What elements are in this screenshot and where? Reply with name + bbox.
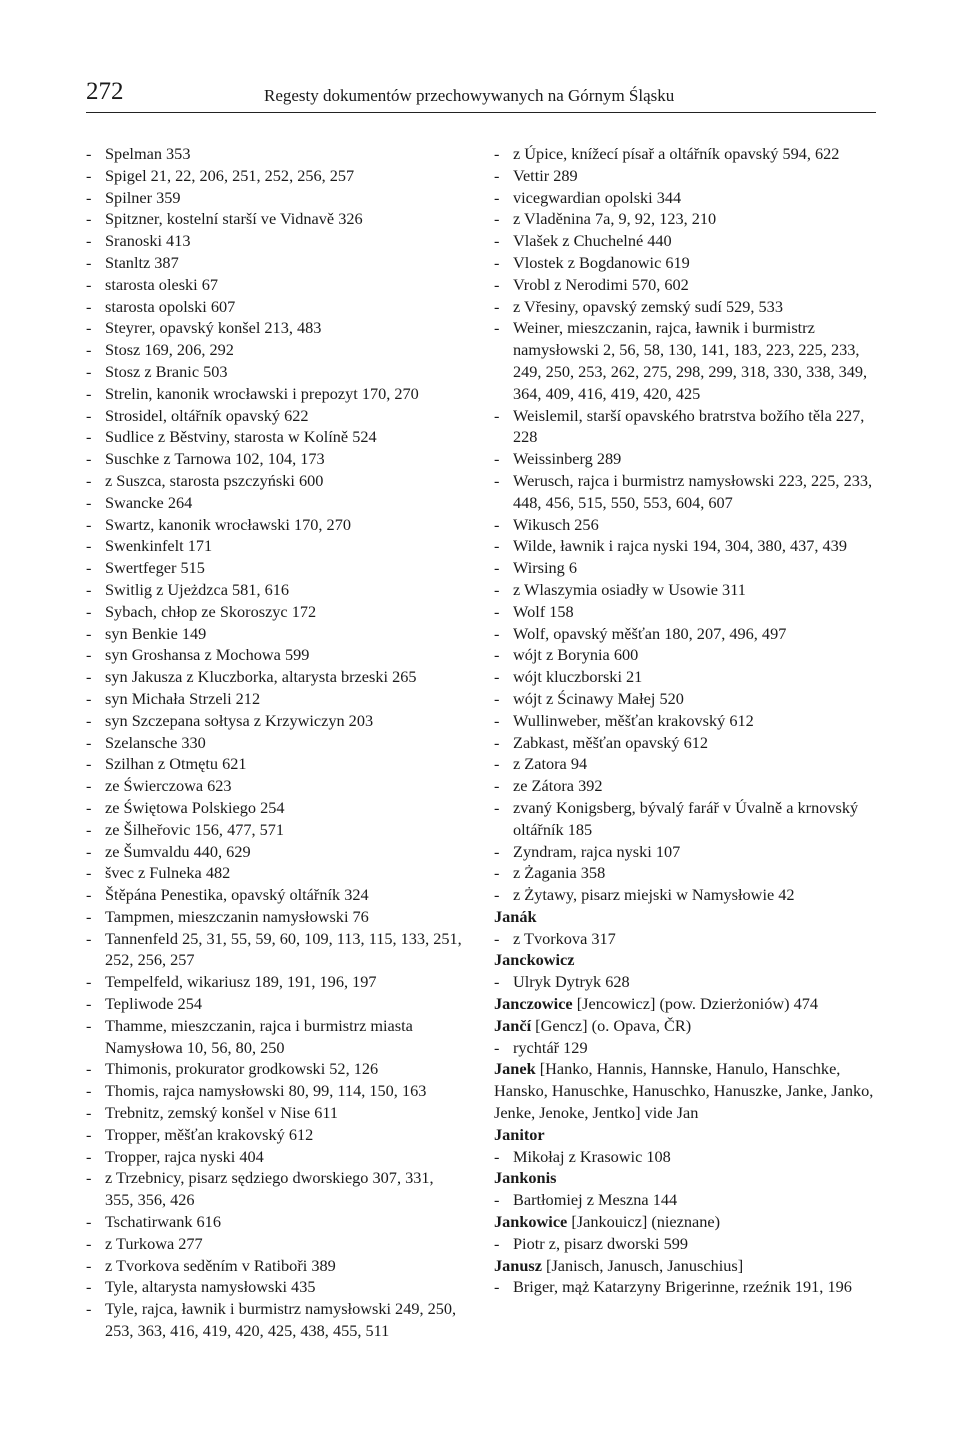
- index-entry: [494, 579, 874, 601]
- entry-text: Suschke z Tarnowa 102, 104, 173: [105, 449, 325, 469]
- entry-text: Tyle, rajca, ławnik i burmistrz namysłowski 249, 250, 253, 363, 416, 419, 420, 425, 438, 455, 511: [105, 1299, 457, 1341]
- heading-note: [Gencz] (o. Opava, ČR): [531, 1015, 692, 1035]
- entry-dash: -: [86, 470, 92, 490]
- entry-text: ze Zátora 392: [513, 776, 603, 796]
- entry-text: Wirsing 6: [513, 558, 578, 578]
- index-entry: [86, 644, 466, 666]
- index-entry: [86, 841, 466, 863]
- entry-text: Spigel 21, 22, 206, 251, 252, 256, 257: [105, 165, 355, 185]
- index-entry: [86, 296, 466, 318]
- entry-dash: -: [86, 1299, 92, 1319]
- entry-text: Spelman 353: [105, 144, 191, 163]
- entry-text: Tannenfeld 25, 31, 55, 59, 60, 109, 113, 115, 133, 251, 252, 256, 257: [105, 928, 462, 970]
- index-entry: [86, 971, 466, 993]
- entry-dash: -: [86, 667, 92, 687]
- index-entry: [86, 1080, 466, 1102]
- entry-dash: -: [494, 209, 500, 229]
- entry-dash: -: [86, 710, 92, 730]
- entry-dash: -: [86, 165, 92, 185]
- index-heading: [494, 1167, 874, 1189]
- entry-text: Wikusch 256: [513, 514, 599, 534]
- entry-dash: -: [86, 1103, 92, 1123]
- index-entry: [494, 1146, 874, 1168]
- index-entry: [494, 971, 874, 993]
- entry-dash: -: [494, 405, 500, 425]
- index-entry: [494, 732, 874, 754]
- entry-text: starosta opolski 607: [105, 296, 236, 316]
- entry-text: Stosz 169, 206, 292: [105, 340, 234, 360]
- entry-text: z Vladěnina 7a, 9, 92, 123, 210: [513, 209, 717, 229]
- index-entry: [86, 775, 466, 797]
- index-entry: [494, 644, 874, 666]
- index-entry: [86, 405, 466, 427]
- entry-text: ze Świętowa Polskiego 254: [105, 797, 285, 817]
- entry-dash: -: [86, 209, 92, 229]
- entry-dash: -: [86, 819, 92, 839]
- entry-dash: -: [86, 318, 92, 338]
- entry-text: Briger, mąż Katarzyny Brigerinne, rzeźnik 191, 196: [513, 1277, 852, 1297]
- entry-text: z Suszca, starosta pszczyński 600: [105, 470, 324, 490]
- entry-dash: -: [86, 906, 92, 926]
- index-entry: [86, 1015, 466, 1059]
- entry-text: Wilde, ławnik i rajca nyski 194, 304, 380, 437, 439: [513, 536, 847, 556]
- heading-note: [Jankouicz] (nieznane): [567, 1212, 721, 1232]
- index-entry: [494, 862, 874, 884]
- entry-text: Wolf, opavský měšťan 180, 207, 496, 497: [513, 623, 787, 643]
- entry-dash: -: [86, 579, 92, 599]
- index-entry: [86, 666, 466, 688]
- entry-text: syn Groshansa z Mochowa 599: [105, 645, 310, 665]
- entry-text: Swertfeger 515: [105, 558, 205, 578]
- entry-dash: -: [86, 144, 92, 163]
- entry-text: Tempelfeld, wikariusz 189, 191, 196, 197: [105, 972, 377, 992]
- entry-text: z Trzebnicy, pisarz sędziego dworskiego 307, 331, 355, 356, 426: [105, 1168, 434, 1210]
- entry-text: ze Świerczowa 623: [105, 776, 232, 796]
- entry-dash: -: [86, 841, 92, 861]
- index-entry: [494, 928, 874, 950]
- index-entry: [86, 1276, 466, 1298]
- index-entry: [86, 514, 466, 536]
- entry-text: Sranoski 413: [105, 231, 191, 251]
- index-entry: [494, 208, 874, 230]
- entry-text: Štěpána Penestika, opavský oltářník 324: [105, 885, 369, 905]
- index-entry: [86, 1146, 466, 1168]
- entry-dash: -: [494, 776, 500, 796]
- index-entry: [86, 165, 466, 187]
- heading-name: Janek: [494, 1059, 536, 1079]
- entry-text: Sybach, chłop ze Skoroszyc 172: [105, 601, 317, 621]
- entry-text: Bartłomiej z Meszna 144: [513, 1190, 678, 1210]
- index-entry: [494, 710, 874, 732]
- index-entry: [86, 1102, 466, 1124]
- entry-text: Mikołaj z Krasowic 108: [513, 1146, 671, 1166]
- entry-dash: -: [494, 165, 500, 185]
- index-entry: [86, 143, 466, 165]
- index-entry: [86, 252, 466, 274]
- entry-dash: -: [86, 645, 92, 665]
- entry-text: Werusch, rajca i burmistrz namysłowski 223, 225, 233, 448, 456, 515, 550, 553, 604, 607: [513, 470, 873, 512]
- entry-text: z Zatora 94: [513, 754, 588, 774]
- entry-text: z Turkowa 277: [105, 1233, 203, 1253]
- index-entry: [86, 906, 466, 928]
- entry-dash: -: [86, 361, 92, 381]
- heading-name: Janitor: [494, 1124, 545, 1144]
- entry-dash: -: [494, 645, 500, 665]
- entry-dash: -: [494, 1190, 500, 1210]
- entry-text: vicegwardian opolski 344: [513, 187, 682, 207]
- entry-dash: -: [86, 536, 92, 556]
- index-column-right: [494, 143, 874, 1298]
- index-entry: [494, 775, 874, 797]
- index-entry: [86, 1255, 466, 1277]
- index-entry: [494, 623, 874, 645]
- heading-name: Jančí: [494, 1015, 532, 1035]
- entry-dash: -: [86, 1081, 92, 1101]
- index-entry: [86, 274, 466, 296]
- index-entry: [494, 884, 874, 906]
- index-entry: [494, 797, 874, 841]
- entry-text: z Żytawy, pisarz miejski w Namysłowie 42: [513, 885, 795, 905]
- entry-dash: -: [494, 274, 500, 294]
- entry-text: Stosz z Branic 503: [105, 361, 228, 381]
- index-heading: [494, 949, 874, 971]
- index-entry: [86, 993, 466, 1015]
- index-entry: [494, 448, 874, 470]
- heading-name: Janczowice: [494, 994, 573, 1014]
- entry-dash: -: [86, 623, 92, 643]
- entry-dash: -: [494, 623, 500, 643]
- heading-name: Janusz: [494, 1255, 542, 1275]
- entry-dash: -: [86, 231, 92, 251]
- index-entry: [86, 819, 466, 841]
- index-column-left: [86, 143, 466, 1342]
- entry-text: Strosidel, oltářník opavský 622: [105, 405, 309, 425]
- index-entry: [86, 862, 466, 884]
- index-entry: [494, 252, 874, 274]
- entry-text: Tampmen, mieszczanin namysłowski 76: [105, 906, 369, 926]
- entry-dash: -: [494, 514, 500, 534]
- entry-dash: -: [86, 863, 92, 883]
- entry-dash: -: [86, 449, 92, 469]
- index-entry: [86, 1058, 466, 1080]
- entry-text: ze Šilheřovic 156, 477, 571: [105, 819, 285, 839]
- entry-dash: -: [86, 383, 92, 403]
- entry-text: švec z Fulneka 482: [105, 863, 231, 883]
- index-entry: [494, 187, 874, 209]
- entry-dash: -: [494, 928, 500, 948]
- index-entry: [494, 557, 874, 579]
- entry-text: Zabkast, měšťan opavský 612: [513, 732, 709, 752]
- entry-dash: -: [86, 797, 92, 817]
- index-entry: [494, 1233, 874, 1255]
- entry-text: Vlašek z Chuchelné 440: [513, 231, 672, 251]
- index-entry: [494, 688, 874, 710]
- entry-text: Spitzner, kostelní starší ve Vidnavě 326: [105, 209, 363, 229]
- entry-dash: -: [86, 1168, 92, 1188]
- entry-dash: -: [86, 732, 92, 752]
- entry-dash: -: [86, 1059, 92, 1079]
- entry-text: Sudlice z Běstviny, starosta w Kolíně 524: [105, 427, 377, 447]
- entry-dash: -: [494, 732, 500, 752]
- entry-text: z Wlaszymia osiadły w Usowie 311: [513, 579, 746, 599]
- entry-dash: -: [494, 885, 500, 905]
- index-entry: [494, 514, 874, 536]
- index-entry: [86, 187, 466, 209]
- index-entry: [494, 296, 874, 318]
- entry-dash: -: [494, 601, 500, 621]
- index-entry: [494, 274, 874, 296]
- index-entry: [86, 1211, 466, 1233]
- index-entry: [86, 688, 466, 710]
- entry-text: syn Jakusza z Kluczborka, altarysta brzeski 265: [105, 667, 417, 687]
- entry-dash: -: [86, 928, 92, 948]
- entry-text: Swartz, kanonik wrocławski 170, 270: [105, 514, 351, 534]
- index-entry: [86, 208, 466, 230]
- entry-text: z Tvorkova 317: [513, 928, 616, 948]
- index-entry: [494, 753, 874, 775]
- index-entry: [494, 666, 874, 688]
- entry-text: starosta oleski 67: [105, 274, 219, 294]
- entry-dash: -: [86, 1212, 92, 1232]
- entry-dash: -: [494, 318, 500, 338]
- heading-name: Jankowice: [494, 1212, 568, 1232]
- index-entry: [494, 165, 874, 187]
- entry-text: Piotr z, pisarz dworski 599: [513, 1233, 688, 1253]
- index-entry: [86, 557, 466, 579]
- entry-text: syn Benkie 149: [105, 623, 207, 643]
- entry-dash: -: [86, 688, 92, 708]
- entry-dash: -: [494, 797, 500, 817]
- entry-dash: -: [86, 601, 92, 621]
- index-entry: [86, 579, 466, 601]
- entry-text: z Vřesiny, opavský zemský sudí 529, 533: [513, 296, 783, 316]
- entry-dash: -: [86, 558, 92, 578]
- entry-text: wójt kluczborski 21: [513, 667, 643, 687]
- index-entry: [86, 230, 466, 252]
- entry-dash: -: [86, 405, 92, 425]
- entry-dash: -: [494, 470, 500, 490]
- entry-text: Wullinweber, měšťan krakovský 612: [513, 710, 754, 730]
- index-entry: [86, 1167, 466, 1211]
- index-entry: [86, 383, 466, 405]
- entry-text: Swenkinfelt 171: [105, 536, 213, 556]
- running-title: Regesty dokumentów przechowywanych na Górnym Śląsku: [264, 86, 675, 105]
- entry-dash: -: [86, 1124, 92, 1144]
- entry-text: Tepliwode 254: [105, 994, 202, 1014]
- index-heading: [494, 1211, 874, 1233]
- entry-text: zvaný Konigsberg, bývalý farář v Úvalně a krnovský oltářník 185: [513, 797, 859, 839]
- entry-text: Tropper, rajca nyski 404: [105, 1146, 264, 1166]
- entry-dash: -: [86, 994, 92, 1014]
- index-entry: [86, 710, 466, 732]
- index-entry: [494, 230, 874, 252]
- entry-dash: -: [494, 187, 500, 207]
- entry-dash: -: [86, 492, 92, 512]
- entry-text: Weislemil, starší opavského bratrstva božího těla 227, 228: [513, 405, 865, 447]
- entry-dash: -: [494, 1146, 500, 1166]
- index-heading: [494, 993, 874, 1015]
- entry-dash: -: [494, 231, 500, 251]
- heading-note: [Jencowicz] (pow. Dzierżoniów) 474: [572, 994, 819, 1014]
- index-entry: [494, 405, 874, 449]
- entry-text: Steyrer, opavský konšel 213, 483: [105, 318, 322, 338]
- entry-dash: -: [494, 863, 500, 883]
- entry-text: Tschatirwank 616: [105, 1212, 221, 1232]
- entry-dash: -: [494, 1233, 500, 1253]
- entry-dash: -: [494, 144, 500, 163]
- index-entry: [86, 492, 466, 514]
- index-entry: [86, 928, 466, 972]
- entry-dash: -: [86, 1277, 92, 1297]
- entry-dash: -: [86, 252, 92, 272]
- index-entry: [86, 1233, 466, 1255]
- entry-text: Strelin, kanonik wrocławski i prepozyt 170, 270: [105, 383, 419, 403]
- index-entry: [86, 317, 466, 339]
- entry-dash: -: [494, 841, 500, 861]
- entry-text: Szelansche 330: [105, 732, 206, 752]
- entry-dash: -: [86, 1146, 92, 1166]
- entry-dash: -: [494, 252, 500, 272]
- entry-dash: -: [86, 1015, 92, 1035]
- index-entry: [494, 841, 874, 863]
- index-entry: [86, 797, 466, 819]
- entry-text: Vlostek z Bogdanowic 619: [513, 252, 690, 272]
- entry-dash: -: [86, 754, 92, 774]
- entry-dash: -: [494, 710, 500, 730]
- entry-dash: -: [86, 885, 92, 905]
- entry-dash: -: [86, 187, 92, 207]
- entry-dash: -: [86, 274, 92, 294]
- entry-dash: -: [86, 776, 92, 796]
- index-entry: [86, 448, 466, 470]
- entry-text: Thimonis, prokurator grodkowski 52, 126: [105, 1059, 379, 1079]
- entry-text: syn Michała Strzeli 212: [105, 688, 261, 708]
- index-entry: [494, 601, 874, 623]
- entry-text: z Úpice, knížecí písař a oltářník opavský 594, 622: [513, 144, 840, 163]
- entry-dash: -: [86, 1233, 92, 1253]
- page-number: 272: [86, 78, 124, 105]
- entry-text: Switlig z Ujeżdzca 581, 616: [105, 579, 290, 599]
- index-entry: [494, 1189, 874, 1211]
- entry-text: wójt z Ścinawy Małej 520: [513, 688, 684, 708]
- entry-text: z Tvorkova seděním v Ratiboři 389: [105, 1255, 336, 1275]
- entry-dash: -: [86, 514, 92, 534]
- entry-text: Vrobl z Nerodimi 570, 602: [513, 274, 689, 294]
- entry-text: Weissinberg 289: [513, 449, 622, 469]
- entry-text: syn Szczepana sołtysa z Krzywiczyn 203: [105, 710, 374, 730]
- heading-name: Janckowicz: [494, 950, 575, 970]
- index-entry: [86, 361, 466, 383]
- index-entry: [494, 143, 874, 165]
- page-header: [86, 78, 876, 113]
- entry-dash: -: [494, 1037, 500, 1057]
- index-entry: [86, 623, 466, 645]
- entry-text: ze Šumvaldu 440, 629: [105, 841, 251, 861]
- entry-text: Thamme, mieszczanin, rajca i burmistrz miasta Namysłowa 10, 56, 80, 250: [105, 1015, 413, 1057]
- index-entry: [494, 470, 874, 514]
- entry-dash: -: [494, 1277, 500, 1297]
- entry-dash: -: [494, 449, 500, 469]
- heading-note: [Janisch, Janusch, Januschius]: [541, 1255, 744, 1275]
- entry-text: Stanltz 387: [105, 252, 179, 272]
- entry-dash: -: [494, 688, 500, 708]
- index-heading: [494, 1058, 874, 1123]
- entry-text: z Żagania 358: [513, 863, 606, 883]
- index-entry: [86, 753, 466, 775]
- entry-text: Ulryk Dytryk 628: [513, 972, 630, 992]
- entry-dash: -: [494, 296, 500, 316]
- entry-text: Tyle, altarysta namysłowski 435: [105, 1277, 316, 1297]
- index-entry: [86, 732, 466, 754]
- entry-dash: -: [86, 972, 92, 992]
- index-heading: [494, 1015, 874, 1037]
- entry-dash: -: [494, 579, 500, 599]
- entry-text: Spilner 359: [105, 187, 181, 207]
- entry-dash: -: [494, 667, 500, 687]
- entry-dash: -: [86, 340, 92, 360]
- index-heading: [494, 1255, 874, 1277]
- entry-dash: -: [494, 558, 500, 578]
- index-entry: [86, 470, 466, 492]
- index-entry: [86, 601, 466, 623]
- entry-dash: -: [86, 1255, 92, 1275]
- entry-text: rychtář 129: [513, 1037, 588, 1057]
- heading-name: Janák: [494, 906, 537, 926]
- entry-text: wójt z Borynia 600: [513, 645, 639, 665]
- entry-dash: -: [494, 536, 500, 556]
- heading-name: Jankonis: [494, 1168, 557, 1188]
- index-entry: [86, 426, 466, 448]
- entry-text: Trebnitz, zemský konšel v Nise 611: [105, 1103, 339, 1123]
- entry-dash: -: [86, 296, 92, 316]
- entry-dash: -: [494, 972, 500, 992]
- index-entry: [494, 317, 874, 404]
- entry-text: Zyndram, rajca nyski 107: [513, 841, 681, 861]
- entry-text: Swancke 264: [105, 492, 193, 512]
- entry-dash: -: [494, 754, 500, 774]
- index-entry: [494, 535, 874, 557]
- entry-dash: -: [86, 427, 92, 447]
- index-entry: [494, 1276, 874, 1298]
- index-entry: [86, 1124, 466, 1146]
- entry-text: Vettir 289: [513, 165, 578, 185]
- entry-text: Thomis, rajca namysłowski 80, 99, 114, 150, 163: [105, 1081, 427, 1101]
- index-entry: [86, 1298, 466, 1342]
- entry-text: Wolf 158: [513, 601, 574, 621]
- index-heading: [494, 906, 874, 928]
- entry-text: Weiner, mieszczanin, rajca, ławnik i burmistrz namysłowski 2, 56, 58, 130, 141, 183, 223, 225, 233, 249, 250, 253, 262, 275, 298, 299, 318, 330, 338, 349, 364, 409, 416, 419, 420, 425: [513, 318, 868, 403]
- index-entry: [86, 339, 466, 361]
- entry-text: Tropper, měšťan krakovský 612: [105, 1124, 314, 1144]
- index-heading: [494, 1124, 874, 1146]
- heading-note: [Hanko, Hannis, Hannske, Hanulo, Hanschke, Hansko, Hanuschke, Hanuschko, Hanuszke, Janke, Janko, Jenke, Jenoke, Jentko] vide Jan: [494, 1059, 874, 1123]
- index-entry: [86, 535, 466, 557]
- index-entry: [494, 1037, 874, 1059]
- entry-text: Szilhan z Otmętu 621: [105, 754, 247, 774]
- index-entry: [86, 884, 466, 906]
